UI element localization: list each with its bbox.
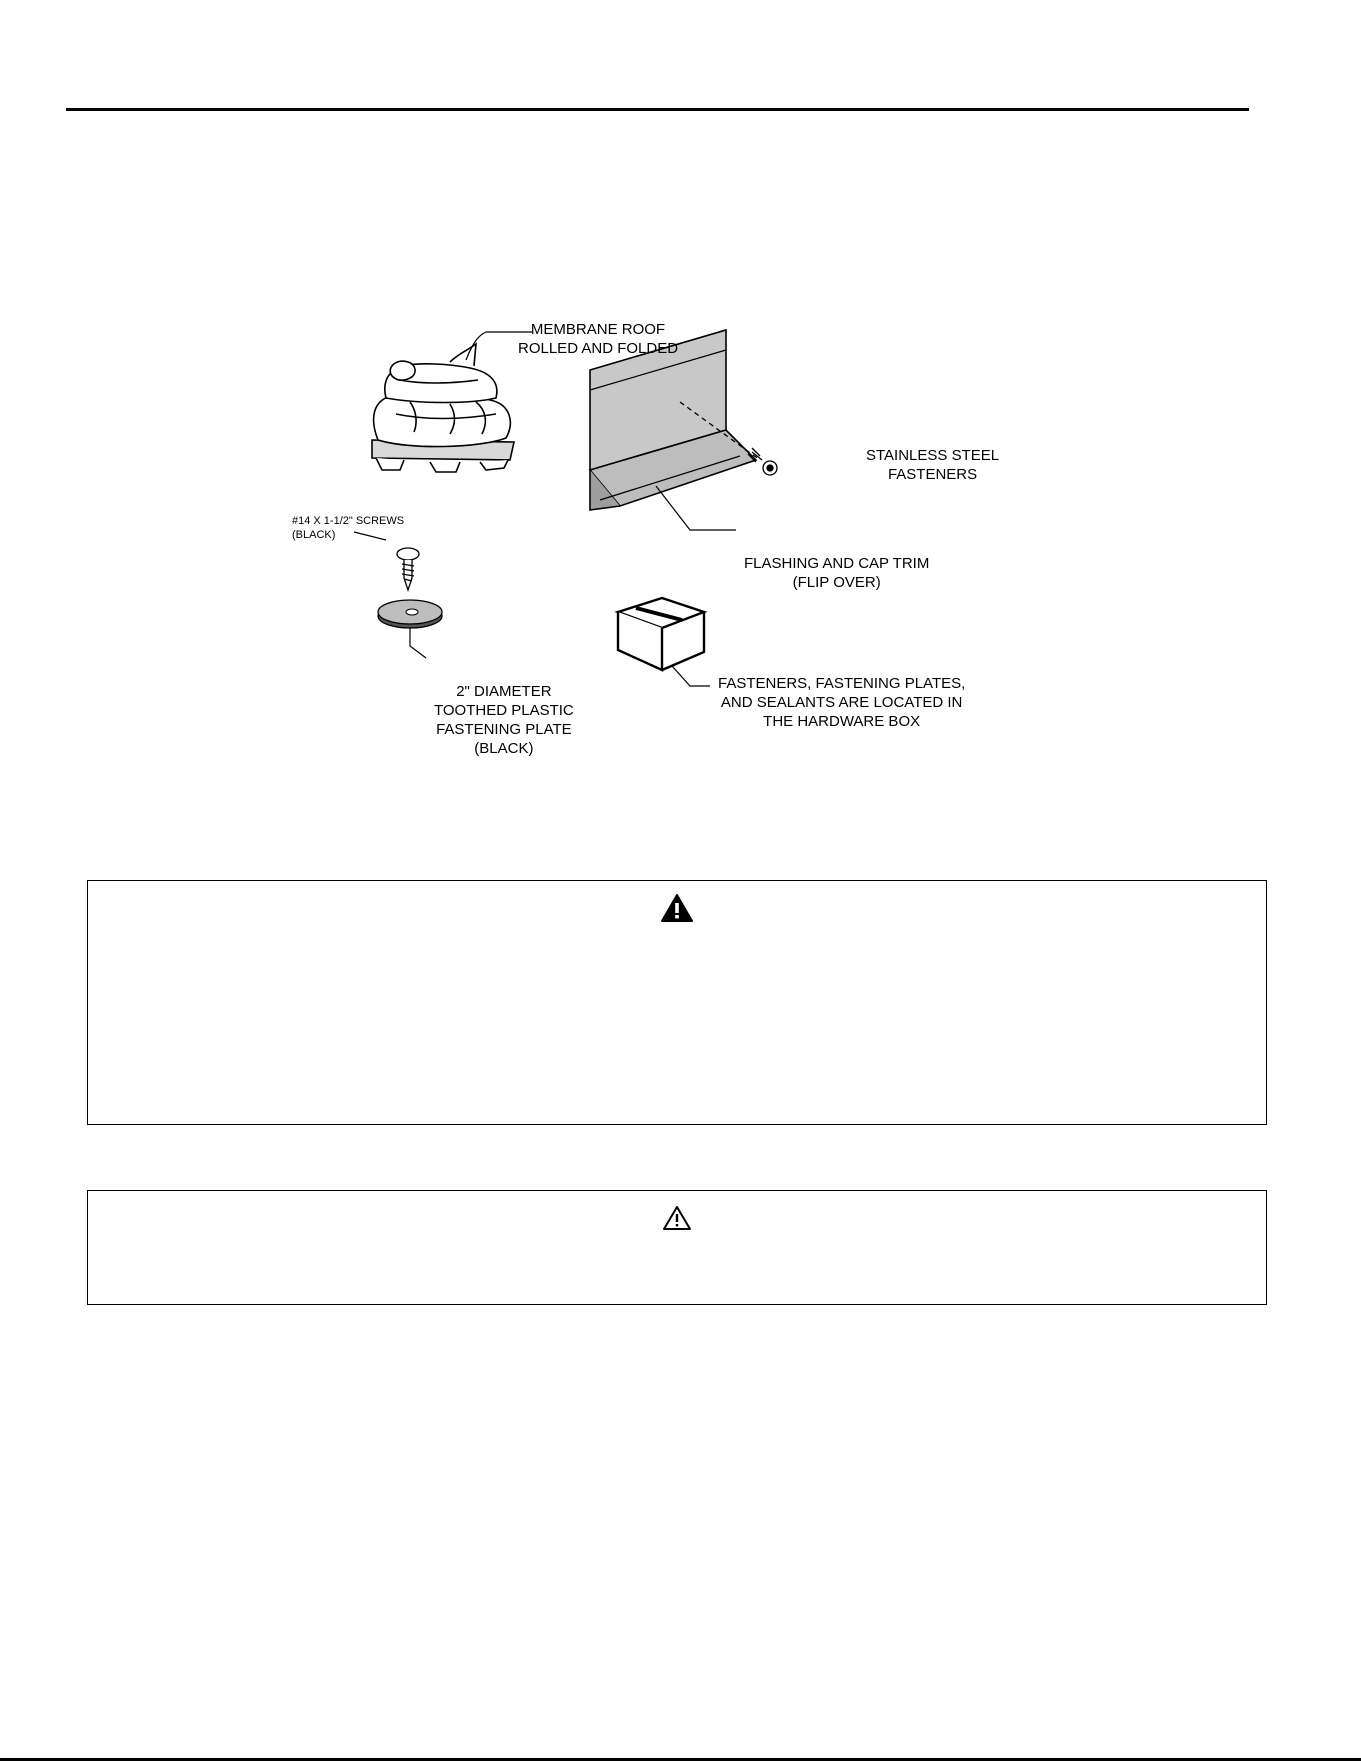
black-screw [397,548,419,590]
fastening-plate [378,600,442,628]
caution-icon [662,1205,692,1236]
label-stainless-fasteners: STAINLESS STEEL FASTENERS [866,447,1000,483]
label-flashing: FLASHING AND CAP TRIM (FLIP OVER) [744,555,930,591]
parts-illustration [292,310,1070,770]
membrane-roof-bundle [372,344,514,472]
warning-box [87,880,1267,1125]
label-fastening-plate: 2" DIAMETER TOOTHED PLASTIC FASTENING PLATE (BLACK) [434,683,574,757]
header-rule [66,108,1249,111]
hardware-box-drawing [618,598,704,670]
caution-box [87,1190,1267,1305]
label-hardware-box: FASTENERS, FASTENING PLATES, AND SEALANTS ARE LOCATED IN THE HARDWARE BOX [718,675,966,730]
warning-icon [660,893,694,928]
label-screws: #14 X 1-1/2" SCREWS (BLACK) [292,515,405,541]
label-membrane-roof: MEMBRANE ROOF ROLLED AND FOLDED [518,321,679,357]
